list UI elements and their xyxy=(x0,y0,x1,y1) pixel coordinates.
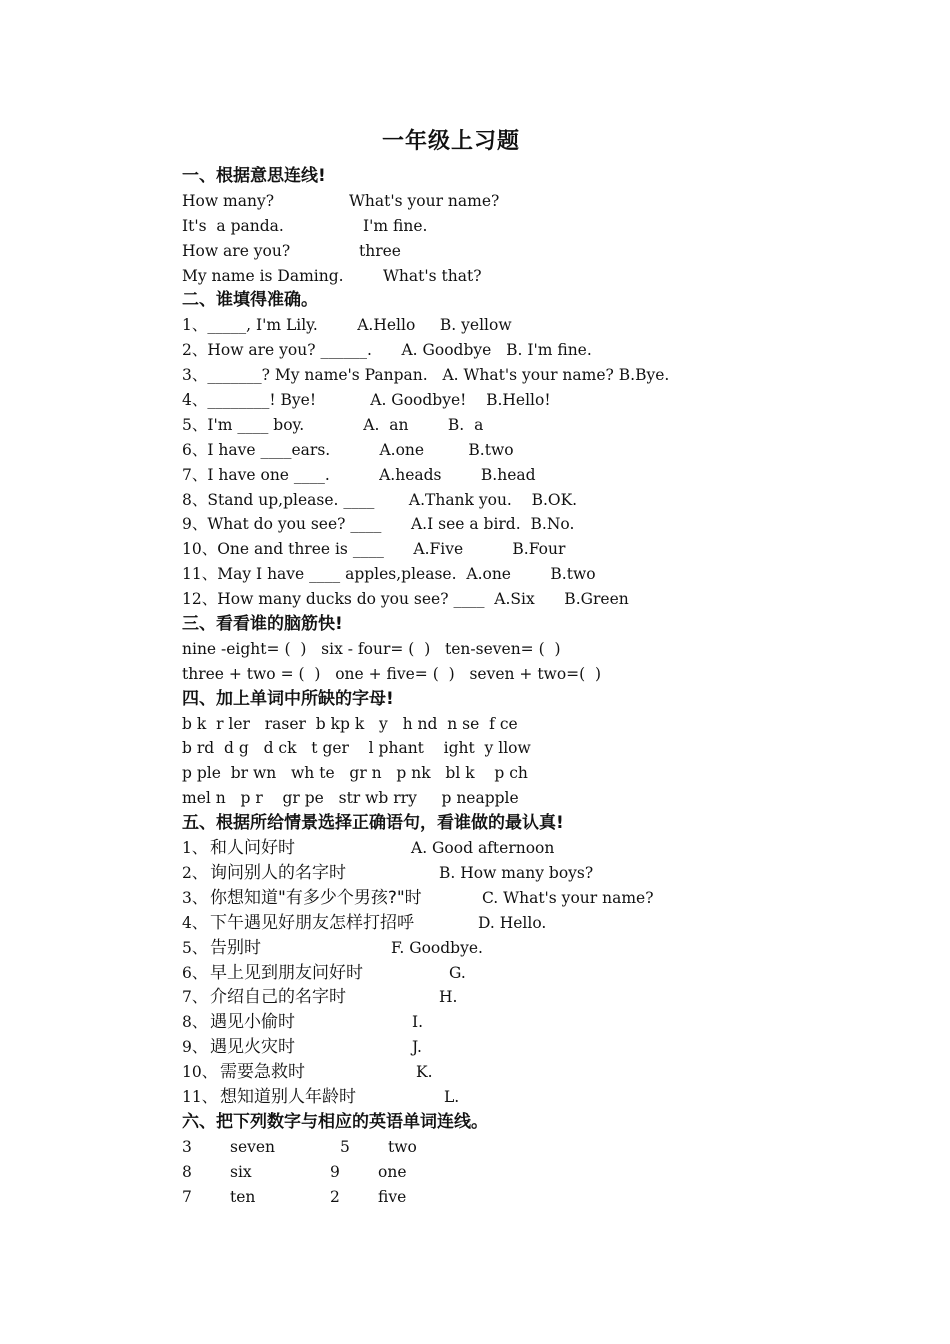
missing-letters-row: b rd d g d ck t ger l phant ight y llow xyxy=(182,739,531,758)
missing-letters-row: p ple br wn wh te gr n p nk bl k p ch xyxy=(182,764,528,783)
section4-heading: 四、加上单词中所缺的字母! xyxy=(182,688,394,709)
section1-heading: 一、根据意思连线! xyxy=(182,166,326,186)
match-row: It's a panda. I'm fine. xyxy=(182,216,428,235)
missing-letters-row: b k r ler raser b kp k y h nd n se f ce xyxy=(182,714,518,733)
situation-row: 1、 和人问好时 A. Good afternoon xyxy=(182,838,555,859)
missing-letters-row: mel n p r gr pe str wb rry p neapple xyxy=(182,789,519,808)
section6-heading: 六、把下列数字与相应的英语单词连线。 xyxy=(182,1111,488,1132)
match-row: My name is Daming. What's that? xyxy=(182,266,482,285)
situation-row: 11、 想知道别人年龄时 L. xyxy=(182,1086,460,1107)
question-item: 3、_______? My name's Panpan. A. What's your name? B.Bye. xyxy=(182,366,670,385)
question-item: 11、May I have ____ apples,please. A.one B.two xyxy=(182,565,596,584)
situation-row: 5、 告别时 F. Goodbye. xyxy=(182,937,483,958)
math-row: three + two = ( ) one + five= ( ) seven + two=( ) xyxy=(182,664,602,683)
number-match-row: 8 six 9 one xyxy=(182,1162,407,1181)
page-title: 一年级上习题 xyxy=(381,129,520,154)
section3-heading: 三、看看谁的脑筋快! xyxy=(182,614,343,635)
question-item: 2、How are you? ______. A. Goodbye B. I'm fine. xyxy=(182,341,592,360)
question-item: 5、I'm ____ boy. A. an B. a xyxy=(182,415,484,434)
number-match-row: 7 ten 2 five xyxy=(182,1187,407,1206)
situation-row: 9、 遇见火灾时 J. xyxy=(182,1037,422,1058)
match-row: How are you? three xyxy=(182,241,401,260)
situation-row: 2、 询问别人的名字时 B. How many boys? xyxy=(182,862,594,883)
math-row: nine -eight= ( ) six - four= ( ) ten-seven= ( ) xyxy=(182,639,561,658)
match-row: How many? What's your name? xyxy=(182,191,500,210)
situation-row: 8、 遇见小偷时 I. xyxy=(182,1012,424,1033)
question-item: 8、Stand up,please. ____ A.Thank you. B.OK. xyxy=(182,490,578,509)
section2-heading: 二、谁填得准确。 xyxy=(182,290,318,311)
situation-row: 3、 你想知道"有多少个男孩?"时 C. What's your name? xyxy=(182,887,654,908)
situation-row: 7、 介绍自己的名字时 H. xyxy=(182,987,458,1008)
number-match-row: 3 seven 5 two xyxy=(182,1137,417,1156)
question-item: 9、What do you see? ____ A.I see a bird. B.No. xyxy=(182,515,575,534)
question-item: 6、I have ____ears. A.one B.two xyxy=(182,440,514,459)
question-item: 7、I have one ____. A.heads B.head xyxy=(182,465,536,484)
question-item: 1、_____, I'm Lily. A.Hello B. yellow xyxy=(182,316,512,335)
question-item: 4、________! Bye! A. Goodbye! B.Hello! xyxy=(182,391,551,410)
question-item: 12、How many ducks do you see? ____ A.Six B.Green xyxy=(182,590,629,609)
section5-heading: 五、根据所给情景选择正确语句，看谁做的最认真! xyxy=(182,813,564,834)
situation-row: 6、 早上见到朋友问好时 G. xyxy=(182,962,466,983)
situation-row: 4、 下午遇见好朋友怎样打招呼 D. Hello. xyxy=(182,912,547,933)
worksheet-page xyxy=(182,120,882,1209)
situation-row: 10、 需要急救时 K. xyxy=(182,1062,433,1083)
question-item: 10、One and three is ____ A.Five B.Four xyxy=(182,540,566,559)
